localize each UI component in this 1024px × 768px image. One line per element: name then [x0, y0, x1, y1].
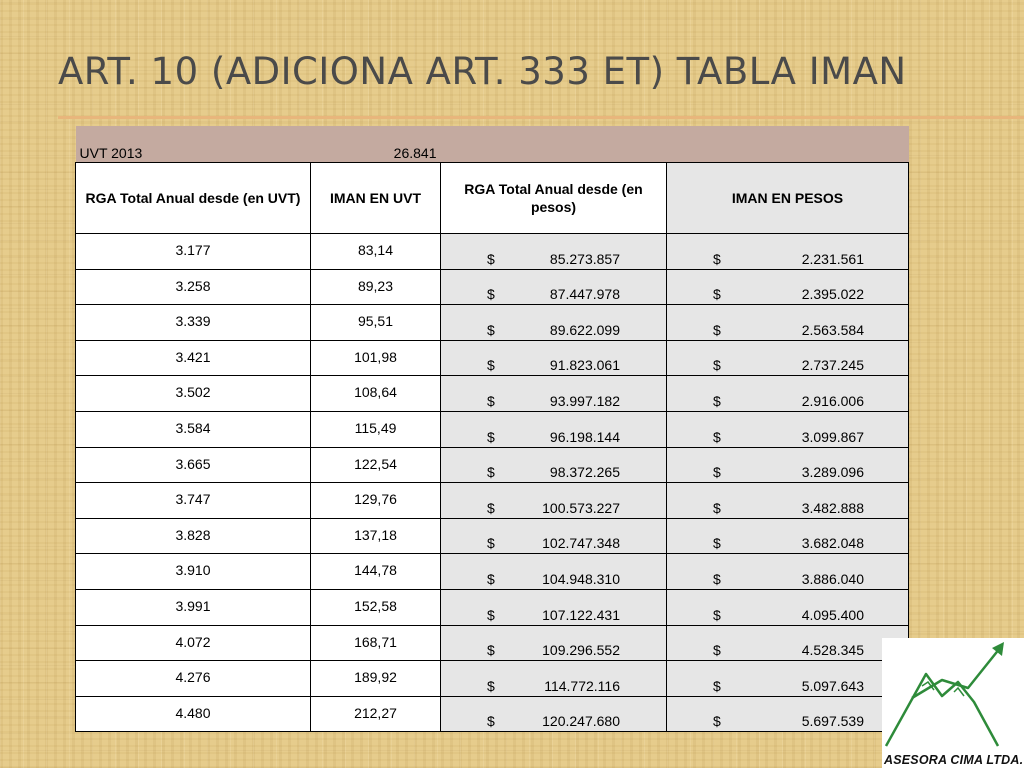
table-header-row	[76, 163, 909, 234]
currency-symbol: $	[713, 570, 721, 587]
currency-symbol: $	[713, 677, 721, 694]
table-row	[76, 589, 909, 625]
cell-iman-pesos	[667, 269, 909, 305]
uvt-cell	[76, 126, 441, 163]
cell-rga-uvt: 3.258	[76, 269, 311, 305]
rga-pesos-value: 98.372.265	[549, 464, 620, 481]
cell-iman-pesos	[667, 340, 909, 376]
header-rga-uvt: RGA Total Anual desde (en UVT)	[76, 163, 311, 234]
table-row	[76, 234, 909, 270]
currency-symbol: $	[487, 357, 495, 374]
currency-symbol: $	[487, 428, 495, 445]
uvt-band-empty	[441, 126, 909, 163]
header-iman-pesos: IMAN EN PESOS	[667, 163, 909, 234]
table-row	[76, 554, 909, 590]
currency-symbol: $	[487, 250, 495, 267]
iman-pesos-value: 5.097.643	[801, 677, 864, 694]
currency-symbol: $	[713, 357, 721, 374]
cell-rga-pesos	[441, 554, 667, 590]
iman-pesos-value: 5.697.539	[801, 713, 864, 730]
iman-pesos-value: 2.231.561	[801, 250, 864, 267]
cell-rga-pesos	[441, 589, 667, 625]
cell-iman-pesos	[667, 447, 909, 483]
rga-pesos-value: 91.823.061	[549, 357, 620, 374]
iman-pesos-value: 3.482.888	[801, 499, 864, 516]
cell-rga-uvt: 3.828	[76, 518, 311, 554]
currency-symbol: $	[713, 392, 721, 409]
table-row	[76, 269, 909, 305]
cell-iman-pesos	[667, 411, 909, 447]
cell-rga-uvt: 3.502	[76, 376, 311, 412]
cell-iman-uvt: 83,14	[311, 234, 441, 270]
cell-iman-uvt: 108,64	[311, 376, 441, 412]
iman-table-container	[75, 126, 908, 732]
cell-rga-pesos	[441, 411, 667, 447]
rga-pesos-value: 109.296.552	[542, 642, 620, 659]
currency-symbol: $	[487, 392, 495, 409]
table-row	[76, 340, 909, 376]
cell-rga-pesos	[441, 625, 667, 661]
cell-iman-pesos	[667, 234, 909, 270]
uvt-value: 26.841	[393, 145, 437, 161]
currency-symbol: $	[713, 428, 721, 445]
currency-symbol: $	[487, 570, 495, 587]
iman-pesos-value: 2.916.006	[801, 392, 864, 409]
iman-pesos-value: 2.395.022	[801, 286, 864, 303]
cell-iman-pesos	[667, 696, 909, 732]
currency-symbol: $	[487, 642, 495, 659]
rga-pesos-value: 87.447.978	[549, 286, 620, 303]
currency-symbol: $	[713, 321, 721, 338]
table-row	[76, 483, 909, 519]
cell-iman-uvt: 115,49	[311, 411, 441, 447]
title-divider	[58, 116, 1024, 119]
cell-rga-pesos	[441, 661, 667, 697]
table-row	[76, 411, 909, 447]
cell-iman-pesos	[667, 625, 909, 661]
mountain-arrow-icon	[882, 638, 1024, 756]
cell-rga-uvt: 3.991	[76, 589, 311, 625]
iman-pesos-value: 4.528.345	[801, 642, 864, 659]
cell-iman-uvt: 89,23	[311, 269, 441, 305]
cell-rga-pesos	[441, 518, 667, 554]
cell-iman-pesos	[667, 589, 909, 625]
iman-pesos-value: 2.737.245	[801, 357, 864, 374]
currency-symbol: $	[713, 464, 721, 481]
currency-symbol: $	[487, 606, 495, 623]
cell-iman-uvt: 144,78	[311, 554, 441, 590]
cell-rga-uvt: 3.339	[76, 305, 311, 341]
cell-rga-uvt: 3.177	[76, 234, 311, 270]
table-row	[76, 696, 909, 732]
uvt-row	[76, 126, 909, 163]
cell-iman-uvt: 137,18	[311, 518, 441, 554]
cell-iman-uvt: 129,76	[311, 483, 441, 519]
rga-pesos-value: 85.273.857	[549, 250, 620, 267]
rga-pesos-value: 93.997.182	[549, 392, 620, 409]
cell-rga-uvt: 4.276	[76, 661, 311, 697]
currency-symbol: $	[487, 535, 495, 552]
currency-symbol: $	[713, 250, 721, 267]
currency-symbol: $	[487, 499, 495, 516]
cell-rga-pesos	[441, 305, 667, 341]
cell-rga-pesos	[441, 234, 667, 270]
iman-pesos-value: 3.099.867	[801, 428, 864, 445]
iman-pesos-value: 3.289.096	[801, 464, 864, 481]
cell-rga-uvt: 3.910	[76, 554, 311, 590]
cell-rga-pesos	[441, 269, 667, 305]
cell-rga-uvt: 3.584	[76, 411, 311, 447]
cell-rga-uvt: 3.747	[76, 483, 311, 519]
cell-iman-uvt: 101,98	[311, 340, 441, 376]
logo-text: ASESORA CIMA LTDA.	[884, 753, 1024, 767]
rga-pesos-value: 120.247.680	[542, 713, 620, 730]
cell-iman-uvt: 95,51	[311, 305, 441, 341]
company-logo	[882, 638, 1024, 768]
cell-iman-uvt: 212,27	[311, 696, 441, 732]
cell-rga-pesos	[441, 340, 667, 376]
table-row	[76, 305, 909, 341]
cell-iman-pesos	[667, 518, 909, 554]
header-iman-uvt: IMAN EN UVT	[311, 163, 441, 234]
iman-pesos-value: 3.682.048	[801, 535, 864, 552]
iman-pesos-value: 4.095.400	[801, 606, 864, 623]
slide-title: ART. 10 (ADICIONA ART. 333 ET) TABLA IMAN	[58, 50, 907, 93]
rga-pesos-value: 107.122.431	[542, 606, 620, 623]
cell-iman-pesos	[667, 483, 909, 519]
table-row	[76, 447, 909, 483]
currency-symbol: $	[713, 606, 721, 623]
cell-rga-uvt: 3.421	[76, 340, 311, 376]
cell-iman-uvt: 152,58	[311, 589, 441, 625]
currency-symbol: $	[713, 499, 721, 516]
cell-iman-pesos	[667, 305, 909, 341]
cell-rga-uvt: 4.480	[76, 696, 311, 732]
cell-rga-pesos	[441, 376, 667, 412]
rga-pesos-value: 100.573.227	[542, 499, 620, 516]
cell-rga-pesos	[441, 483, 667, 519]
currency-symbol: $	[487, 464, 495, 481]
cell-iman-pesos	[667, 661, 909, 697]
header-rga-pesos: RGA Total Anual desde (en pesos)	[441, 163, 667, 234]
rga-pesos-value: 89.622.099	[549, 321, 620, 338]
currency-symbol: $	[487, 321, 495, 338]
uvt-label: UVT 2013	[79, 145, 143, 161]
cell-iman-pesos	[667, 554, 909, 590]
rga-pesos-value: 104.948.310	[542, 570, 620, 587]
rga-pesos-value: 96.198.144	[549, 428, 620, 445]
currency-symbol: $	[487, 713, 495, 730]
iman-table	[75, 126, 909, 732]
currency-symbol: $	[713, 535, 721, 552]
currency-symbol: $	[713, 286, 721, 303]
rga-pesos-value: 102.747.348	[542, 535, 620, 552]
iman-pesos-value: 2.563.584	[801, 321, 864, 338]
cell-iman-uvt: 168,71	[311, 625, 441, 661]
currency-symbol: $	[713, 642, 721, 659]
cell-rga-pesos	[441, 447, 667, 483]
rga-pesos-value: 114.772.116	[544, 677, 620, 694]
table-row	[76, 376, 909, 412]
cell-rga-uvt: 4.072	[76, 625, 311, 661]
cell-iman-uvt: 122,54	[311, 447, 441, 483]
currency-symbol: $	[713, 713, 721, 730]
iman-pesos-value: 3.886.040	[801, 570, 864, 587]
cell-rga-uvt: 3.665	[76, 447, 311, 483]
currency-symbol: $	[487, 286, 495, 303]
currency-symbol: $	[487, 677, 495, 694]
table-row	[76, 661, 909, 697]
table-row	[76, 518, 909, 554]
table-row	[76, 625, 909, 661]
cell-rga-pesos	[441, 696, 667, 732]
cell-iman-uvt: 189,92	[311, 661, 441, 697]
cell-iman-pesos	[667, 376, 909, 412]
